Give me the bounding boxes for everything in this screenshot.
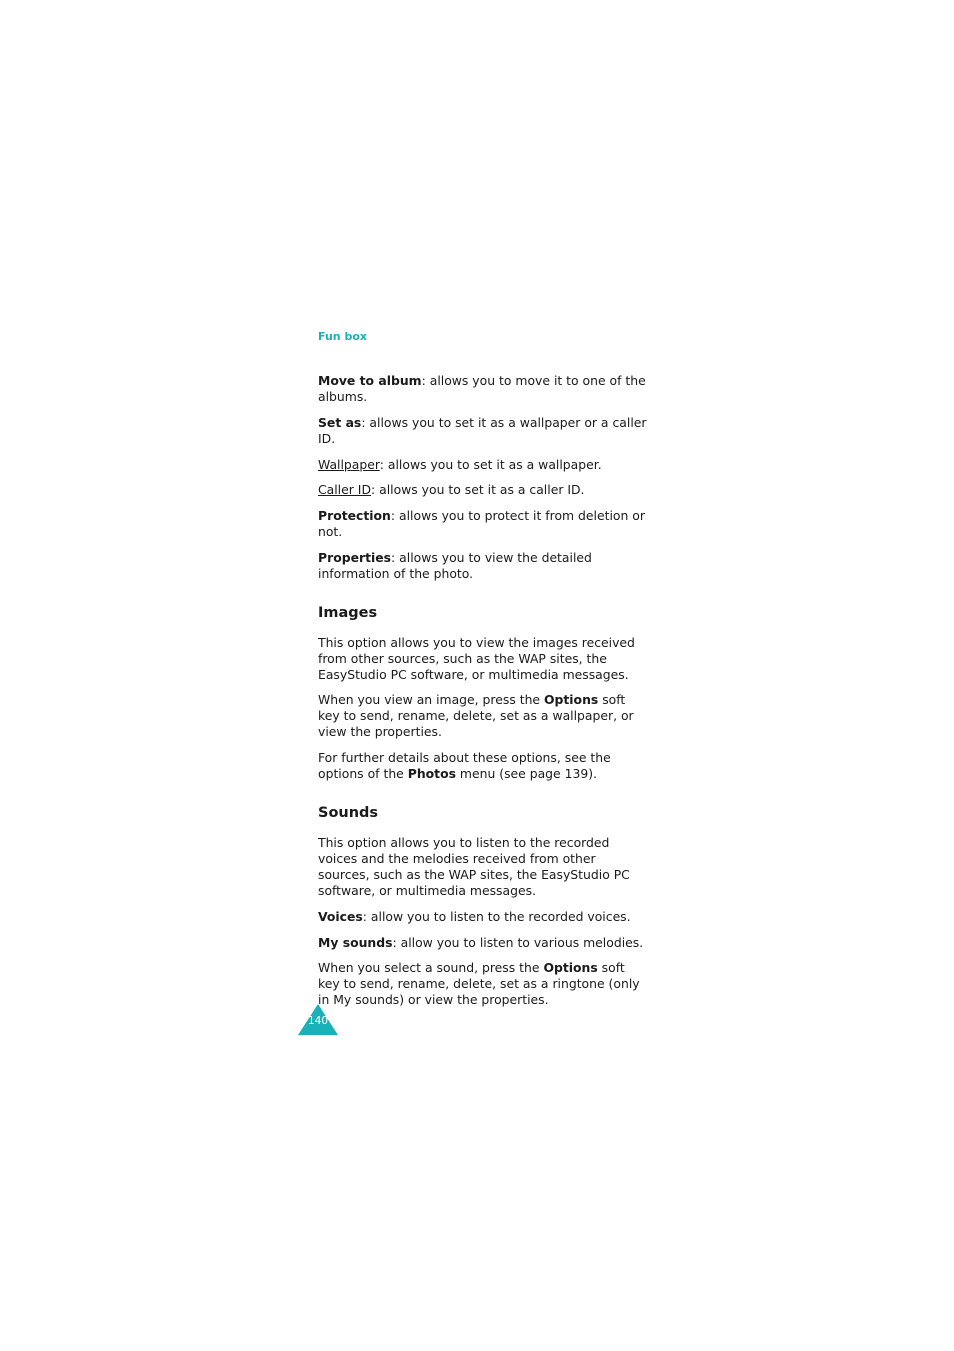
text-run: When you select a sound, press the [318, 960, 544, 975]
images-details-paragraph [318, 750, 648, 782]
text-run: menu (see page 139). [455, 766, 598, 781]
sounds-options-paragraph [318, 960, 648, 1008]
text-run: soft key to send, rename, delete, set as a wallpaper, or view the properties. [318, 692, 634, 739]
suboption-term: Wallpaper [318, 457, 380, 472]
option-term: Properties [318, 550, 392, 565]
suboption-wallpaper [318, 457, 648, 473]
images-heading: Images [318, 605, 378, 621]
option-my-sounds [318, 935, 658, 951]
options-key-label: Options [543, 692, 599, 707]
option-properties [318, 550, 648, 582]
option-term: Move to album [318, 373, 422, 388]
option-term: Protection [318, 508, 391, 523]
option-description: : allow you to listen to various melodies. [392, 935, 644, 950]
option-description: : allows you to protect it from deletion or not. [318, 508, 645, 539]
options-key-label: Options [543, 960, 598, 975]
text-run: When you view an image, press the [318, 692, 544, 707]
option-description: : allow you to listen to the recorded voices. [362, 909, 631, 924]
option-set-as [318, 415, 648, 447]
option-description: : allows you to view the detailed information of the photo. [318, 550, 592, 581]
option-move-to-album [318, 373, 648, 405]
text-run: For further details about these options, see the options of the [318, 750, 611, 781]
option-description: : allows you to move it to one of the albums. [318, 373, 646, 404]
text-run: soft key to send, rename, delete, set as a ringtone (only in My sounds) or view the properties. [318, 960, 640, 1007]
option-term: Set as [318, 415, 362, 430]
suboption-description: : allows you to set it as a wallpaper. [379, 457, 602, 472]
option-term: Voices [318, 909, 363, 924]
option-description: : allows you to set it as a wallpaper or a caller ID. [318, 415, 647, 446]
option-term: My sounds [318, 935, 393, 950]
section-label: Fun box [318, 330, 367, 343]
sounds-heading: Sounds [318, 805, 379, 821]
suboption-description: : allows you to set it as a caller ID. [370, 482, 585, 497]
suboption-term: Caller ID [318, 482, 371, 497]
images-intro: This option allows you to view the images received from other sources, such as the WAP sites, the EasyStudio PC software, or multimedia messages. [318, 635, 635, 682]
option-protection [318, 508, 648, 540]
option-voices [318, 909, 648, 925]
images-options-paragraph [318, 692, 648, 740]
sounds-intro: This option allows you to listen to the recorded voices and the melodies received from other sources, such as the WAP sites, the EasyStudio PC software, or multimedia messages. [318, 835, 630, 898]
page-number: 140 [307, 1015, 329, 1027]
photos-menu-label: Photos [407, 766, 456, 781]
suboption-caller-id [318, 482, 648, 498]
